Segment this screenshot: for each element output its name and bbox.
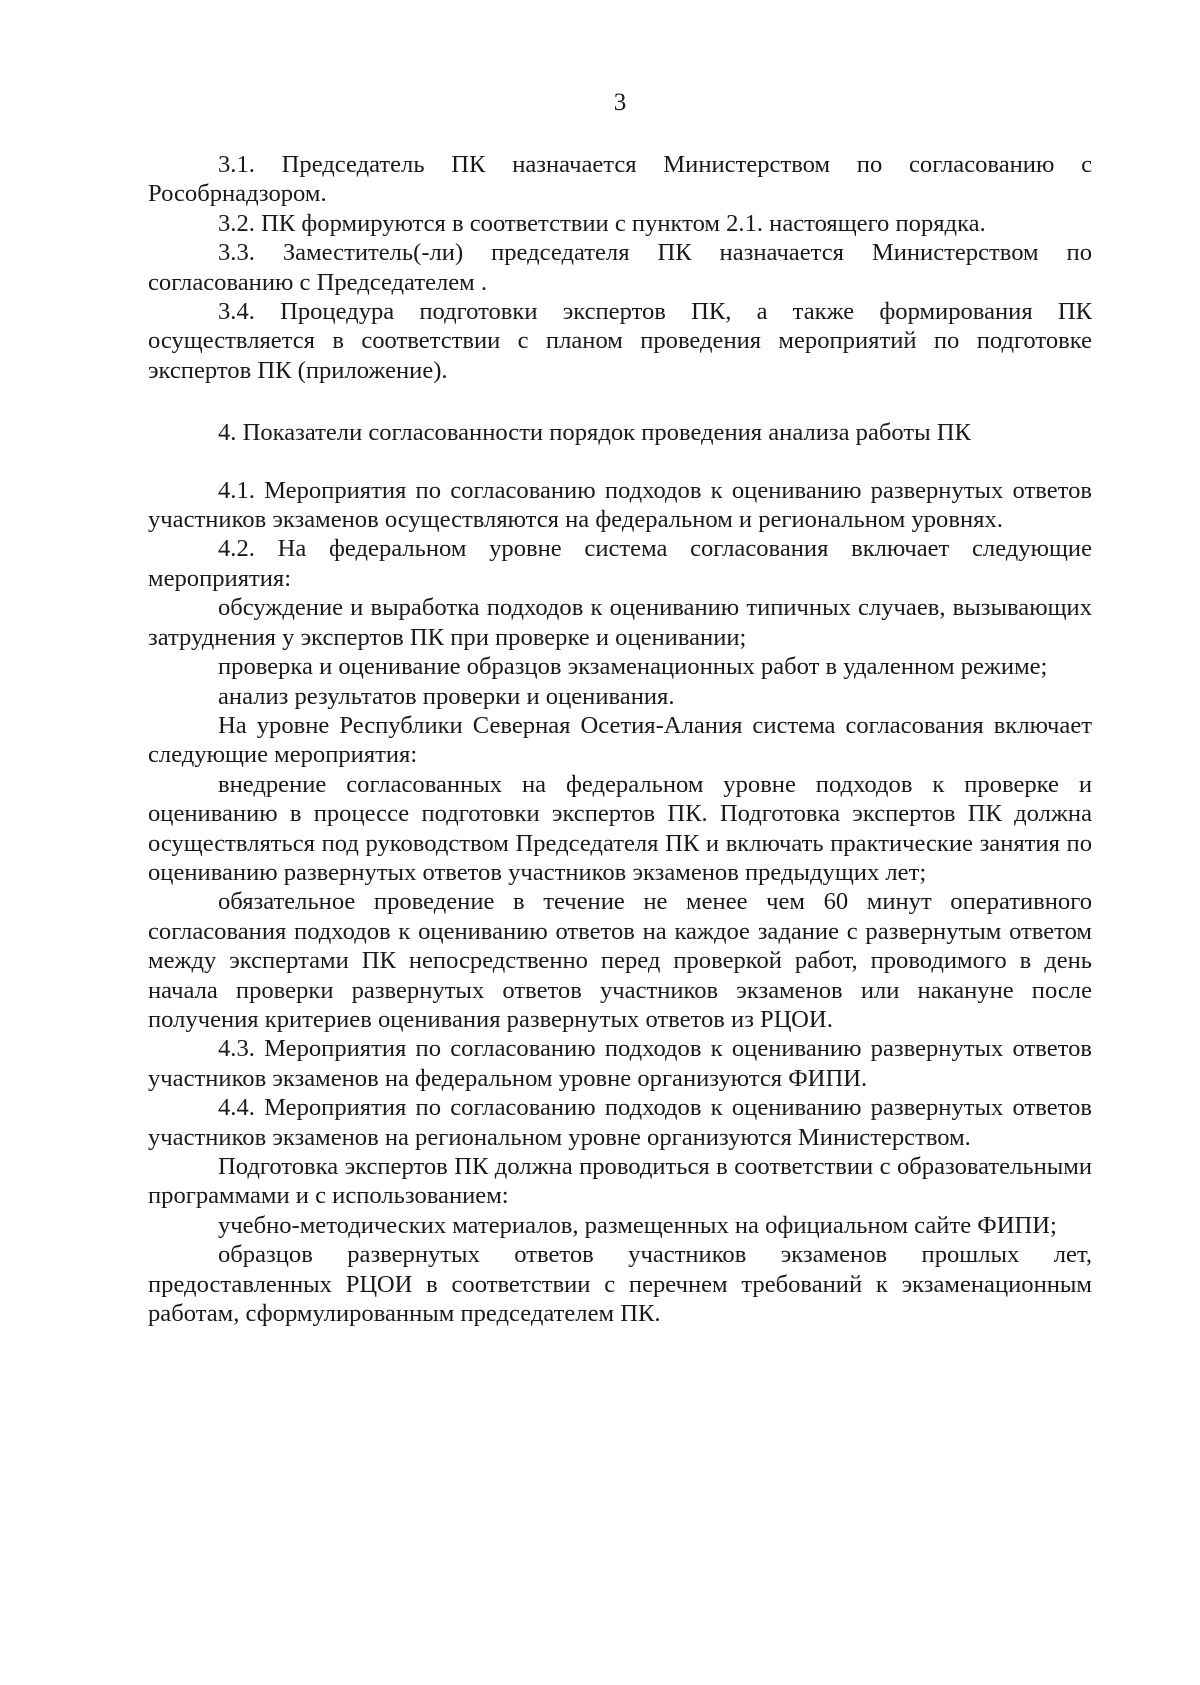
section-4-heading: 4. Показатели согласованности порядок проведения анализа работы ПК — [218, 419, 971, 447]
paragraph-4-2: 4.2. На федеральном уровне система согласования включает следующие мероприятия: — [148, 535, 1092, 592]
regional-list-item: обязательное проведение в течение не менее чем 60 минут оперативного согласования подходов к оцениванию ответов на каждое задание с развернутым ответом между экспертами ПК непосредственно перед проверкой работ, проводимого в день начала проверки развернутых ответов участников экзаменов или накануне после получения критериев оценивания развернутых ответов из РЦОИ. — [148, 888, 1092, 1033]
paragraph-3-3: 3.3. Заместитель(-ли) председателя ПК назначается Министерством по согласованию с Председателем . — [148, 239, 1092, 296]
training-list-item: образцов развернутых ответов участников экзаменов прошлых лет, предоставленных РЦОИ в соответствии с перечнем требований к экзаменационным работам, сформулированным председателем ПК. — [148, 1241, 1092, 1328]
document-body — [148, 150, 1092, 1328]
training-list-item: учебно-методических материалов, размещенных на официальном сайте ФИПИ; — [218, 1211, 1057, 1239]
federal-list-item: проверка и оценивание образцов экзаменационных работ в удаленном режиме; — [218, 653, 1048, 681]
regional-list-item: внедрение согласованных на федеральном уровне подходов к проверке и оцениванию в процессе подготовки экспертов ПК. Подготовка экспертов ПК должна осуществляться под руководством Председателя ПК и включать практические занятия по оцениванию развернутых ответов участников экзаменов предыдущих лет; — [148, 770, 1092, 886]
training-intro: Подготовка экспертов ПК должна проводиться в соответствии с образовательными программами и с использованием: — [148, 1153, 1092, 1210]
paragraph-3-4: 3.4. Процедура подготовки экспертов ПК, а также формирования ПК осуществляется в соответствии с планом проведения мероприятий по подготовке экспертов ПК (приложение). — [148, 298, 1092, 384]
paragraph-3-1: 3.1. Председатель ПК назначается Министерством по согласованию с Рособрнадзором. — [148, 151, 1092, 208]
federal-list-item: обсуждение и выработка подходов к оцениванию типичных случаев, вызывающих затруднения у экспертов ПК при проверке и оценивании; — [148, 594, 1092, 651]
paragraph-3-2: 3.2. ПК формируются в соответствии с пунктом 2.1. настоящего порядка. — [218, 209, 986, 237]
federal-list-item: анализ результатов проверки и оценивания. — [218, 682, 675, 710]
regional-intro: На уровне Республики Северная Осетия-Алания система согласования включает следующие мероприятия: — [148, 711, 1092, 769]
paragraph-4-1: 4.1. Мероприятия по согласованию подходов к оцениванию развернутых ответов участников экзаменов осуществляются на федеральном и региональном уровнях. — [148, 476, 1092, 534]
paragraph-4-3: 4.3. Мероприятия по согласованию подходов к оцениванию развернутых ответов участников экзаменов на федеральном уровне организуются ФИПИ. — [148, 1035, 1092, 1092]
page-number: 3 — [613, 89, 627, 116]
paragraph-4-4: 4.4. Мероприятия по согласованию подходов к оцениванию развернутых ответов участников экзаменов на региональном уровне организуются Министерством. — [148, 1094, 1092, 1151]
